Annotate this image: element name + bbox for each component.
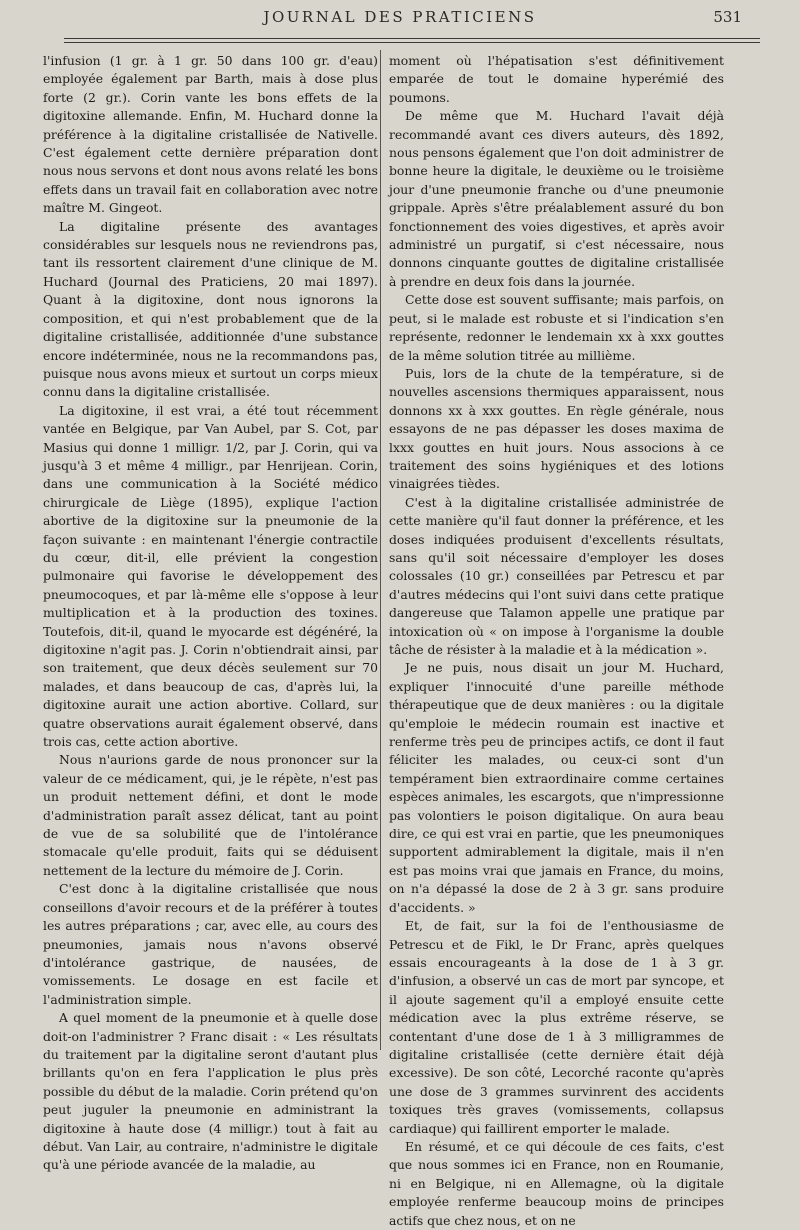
paragraph: Puis, lors de la chute de la température, si de nouvelles ascensions thermiques apparaissent, nous donnons xx à xxx gouttes. En règle générale, nous essayons de ne pas dépasser les doses maxima de lxxx gouttes en huit jours. Nous associons à ce traitement des soins hygiéniques et des lotions vinaigrées tièdes. [389, 365, 724, 492]
paragraph: De même que M. Huchard l'avait déjà recommandé avant ces divers auteurs, dès 1892, nous pensons également que l'on doit administrer de bonne heure la digitale, le deuxième ou le troisième jour d'une pneumonie franche ou d'une pneumonie grippale. Après s'être préalablement assuré du bon fonctionnement des voies digestives, et après avoir administré un purgatif, si c'est nécessaire, nous donnons cinquante gouttes de digitaline cristallisée à prendre en deux fois dans la journée. [389, 108, 724, 289]
paragraph: moment où l'hépatisation s'est définitivement emparée de tout le domaine hyperémié des poumons. [389, 53, 724, 105]
page-number: 531 [713, 8, 742, 26]
paragraph: Cette dose est souvent suffisante; mais parfois, on peut, si le malade est robuste et si l'indication s'en représente, redonner le lendemain xx à xxx gouttes de la même solution titrée au millième. [389, 292, 724, 363]
paragraph: La digitaline présente des avantages considérables sur lesquels nous ne reviendrons pas, tant ils ressortent clairement d'une clinique de M. Huchard (Journal des Praticiens, 20 mai 1897). Quant à la digitoxine, dont nous ignorons la composition, et qui n'est probablement que de la digitaline cristallisée, additionnée d'une substance encore indéterminée, nous ne la recommandons pas, puisque nous avons mieux et surtout un corps mieux connu dans la digitaline cristallisée. [43, 218, 378, 400]
paragraph: Et, de fait, sur la foi de l'enthousiasme de Petrescu et de Fikl, le Dr Franc, après quelques essais encourageants à la dose de 1 à 3 gr. d'infusion, a observé un cas de mort par syncope, et il ajoute sagement qu'il a employé ensuite cette médication avec la plus extrême réserve, se contentant d'une dose de 1 à 3 milligrammes de digitaline cristallisée (cette dernière était déjà excessive). De son côté, Lecorché raconte qu'après une dose de 3 grammes survinrent des accidents toxiques très graves (vomissements, collapsus cardiaque) qui faillirent emporter le malade. [389, 918, 724, 1136]
paragraph: Nous n'aurions garde de nous prononcer sur la valeur de ce médicament, qui, je le répète, n'est pas un produit nettement défini, et dont le mode d'administration paraît assez délicat, tant au point de vue de sa solubilité que de l'intolérance stomacale qu'elle produit, faits qui se déduisent nettement de la lecture du mémoire de J. Corin. [43, 752, 378, 878]
left-column [43, 52, 378, 1173]
paragraph: C'est à la digitaline cristallisée administrée de cette manière qu'il faut donner la préférence, et les doses indiquées produisent d'excellents résultats, sans qu'il soit nécessaire d'employer les doses colossales (10 gr.) conseillées par Petrescu et par d'autres médecins qui l'ont suivi dans cette pratique dangereuse que Talamon appelle une pratique par intoxication où « on impose à l'organisme la double tâche de résister à la maladie et à la médication ». [389, 494, 724, 657]
paragraph: La digitoxine, il est vrai, a été tout récemment vantée en Belgique, par Van Aubel, par S. Cot, par Masius qui donne 1 milligr. 1/2, par J. Corin, qui va jusqu'à 3 et même 4 milligr., par Henrijean. Corin, dans une communication à la Société médico chirurgicale de Liège (1895), explique l'action abortive de la digitoxine sur la pneumonie de la façon suivante : en maintenant l'énergie contractile du cœur, dit-il, elle prévient la congestion pulmonaire qui favorise le développement des pneumocoques, et par là-même elle s'oppose à leur multiplication et à la production des toxines. Toutefois, dit-il, quand le myocarde est dégénéré, la digitoxine n'agit pas. J. Corin n'obtiendrait ainsi, par son traitement, que deux décès seulement sur 70 malades, et dans beaucoup de cas, d'après lui, la digitoxine aurait une action abortive. Collard, sur quatre observations aurait également observé, dans trois cas, cette action abortive. [43, 402, 378, 750]
header-rule [64, 38, 760, 39]
page-header [0, 2, 800, 46]
header-rule-thin [64, 42, 760, 43]
paragraph: En résumé, et ce qui découle de ces faits, c'est que nous sommes ici en France, non en Roumanie, ni en Belgique, ni en Allemagne, où la digitale employée renferme beaucoup moins de principes actifs que chez nous, et on ne [389, 1138, 724, 1228]
paragraph: l'infusion (1 gr. à 1 gr. 50 dans 100 gr. d'eau) employée également par Barth, mais à dose plus forte (2 gr.). Corin vante les bons effets de la digitoxine allemande. Enfin, M. Huchard donne la préférence à la digitaline cristallisée de Nativelle. C'est également cette dernière préparation dont nous nous servons et dont nous avons relaté les bons effets dans un travail fait en collaboration avec notre maître M. Gingeot. [43, 53, 378, 216]
running-title: JOURNAL DES PRATICIENS [263, 8, 537, 26]
paragraph: Je ne puis, nous disait un jour M. Huchard, expliquer l'innocuité d'une pareille méthode thérapeutique que de deux manières : ou la digitale qu'emploie le médecin roumain est inactive et renferme très peu de principes actifs, ce dont il faut féliciter les malades, ou ceux-ci sont d'un tempérament bien extraordinaire comme certaines espèces animales, les escargots, que n'impressionne pas volontiers le poison digitalique. On aura beau dire, ce qui est vrai en partie, que les pneumoniques supportent admirablement la digitale, mais il n'en est pas moins vrai que jamais en France, du moins, on n'a dépassé la dose de 2 à 3 gr. sans produire d'accidents. » [389, 660, 724, 915]
right-column [389, 52, 724, 1228]
paragraph: A quel moment de la pneumonie et à quelle dose doit-on l'administrer ? Franc disait : « Les résultats du traitement par la digitaline seront d'autant plus brillants qu'on en fera l'application le plus près possible du début de la maladie. Corin prétend qu'on peut juguler la pneumonie en administrant la digitoxine à haute dose (4 milligr.) tout à fait au début. Van Lair, au contraire, n'administre le digitale qu'à une période avancée de la maladie, au [43, 1010, 378, 1173]
column-divider [380, 50, 381, 1050]
paragraph: C'est donc à la digitaline cristallisée que nous conseillons d'avoir recours et de la préférer à toutes les autres préparations ; car, avec elle, au cours des pneumonies, jamais nous n'avons observé d'intolérance gastrique, de nausées, de vomissements. Le dosage en est facile et l'administration simple. [43, 881, 378, 1007]
